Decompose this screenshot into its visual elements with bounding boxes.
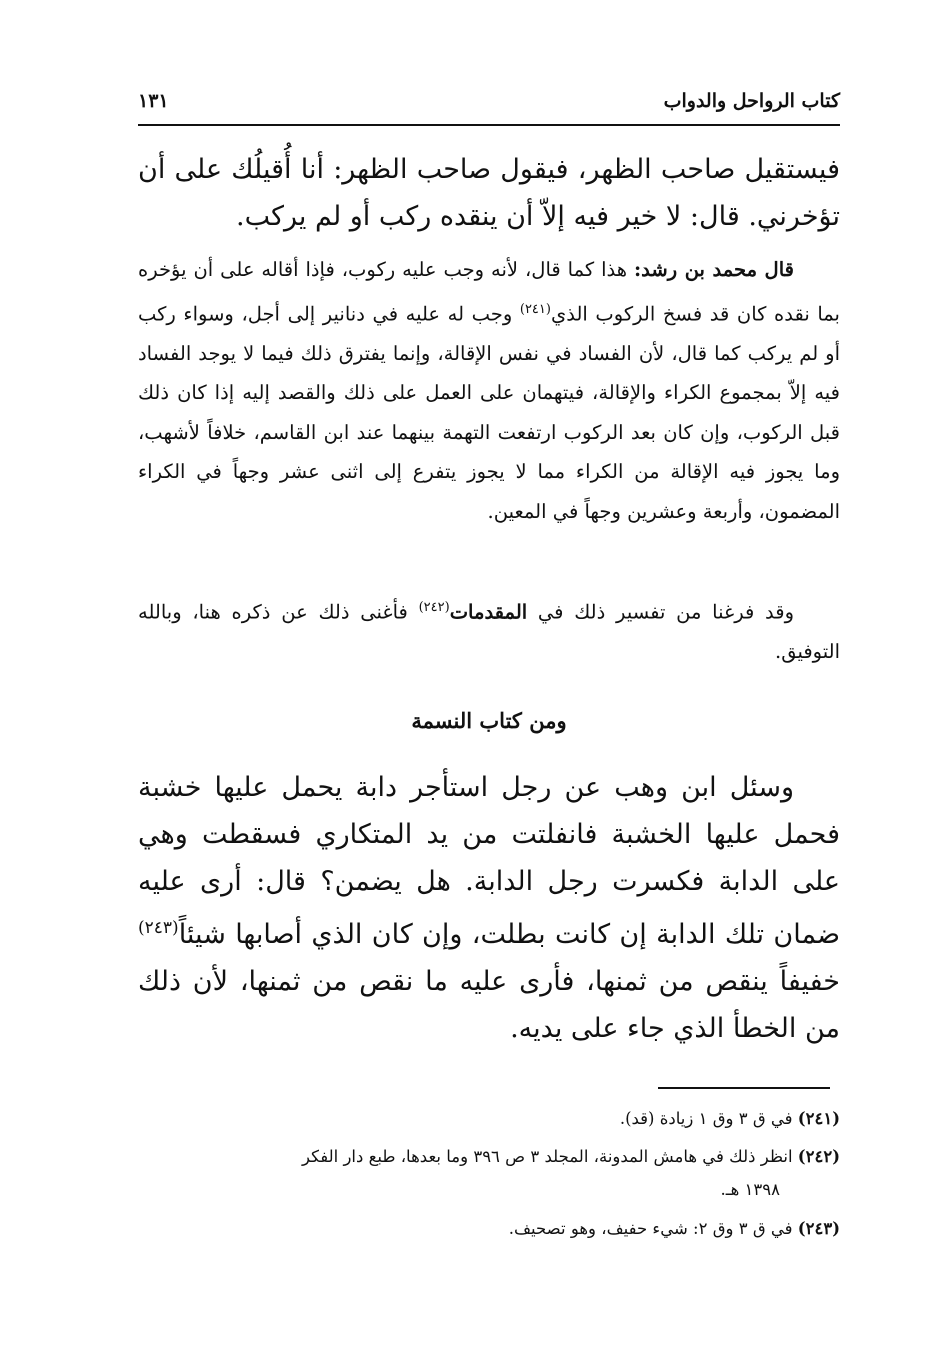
running-header bbox=[138, 88, 840, 126]
page-number: ١٣١ bbox=[138, 90, 169, 112]
footnote-243 bbox=[138, 1212, 840, 1245]
paragraph-2-text-b: وجب له عليه في دنانير إلى أجل، وسواء ركب أو لم يركب كما قال، لأن الفساد في نفس الإقالة، وإنما يفترق ذلك فيما لا يوجد الفساد فيه إلاّ بمجموع الكراء والإقالة، فيتهمان على العمل على ذلك والقصد إليه إذا كان ذلك قبل الركوب، وإن كان بعد الركوب ارتفعت التهمة بينهما عند ابن القاسم، خلافاً لأشهب، وما يجوز فيه الإقالة من الكراء مما لا يجوز يتفرع إلى اثنى عشر وجهاً في الكراء المضمون، وأربعة وعشرين وجهاً في المعين. bbox=[138, 302, 840, 523]
footnote-text: انظر ذلك في هامش المدونة، المجلد ٣ ص ٣٩٦ وما بعدها، طبع دار الفكر bbox=[302, 1147, 798, 1166]
paragraph-4-text-a: وسئل ابن وهب عن رجل استأجر دابة يحمل عليها خشبة فحمل عليها الخشبة فانفلتت من يد المتكاري فسقطت وهي على الدابة فكسرت رجل الدابة. هل يضمن؟ قال: أرى عليه ضمان تلك الدابة إن كانت بطلت، وإن كان الذي أصابها شيئاً bbox=[138, 772, 840, 950]
footnote-242 bbox=[138, 1140, 840, 1206]
section-heading: ومن كتاب النسمة bbox=[411, 708, 567, 733]
footnote-number: (٢٤١) bbox=[797, 1109, 840, 1128]
running-title: كتاب الرواحل والدواب bbox=[663, 90, 840, 112]
footnote-divider bbox=[658, 1087, 830, 1089]
footnote-text: في ق ٣ وق ٢: شيء حفيف، وهو تصحيف. bbox=[508, 1219, 798, 1238]
paragraph-4 bbox=[138, 764, 840, 1052]
paragraph-2-text-a: هذا كما قال، لأنه وجب عليه ركوب، فإذا أقاله على أن يؤخره بما نقده كان قد فسخ الركوب الذي bbox=[138, 258, 840, 325]
footnote-ref-243: (٢٤٣) bbox=[138, 918, 179, 938]
speaker-name: قال محمد بن رشد: bbox=[633, 258, 794, 281]
paragraph-2 bbox=[138, 250, 840, 531]
footnote-number: (٢٤٣) bbox=[797, 1219, 840, 1238]
paragraph-3-text-a: وقد فرغنا من تفسير ذلك في bbox=[527, 600, 794, 624]
book-reference: المقدمات bbox=[449, 600, 528, 624]
footnote-ref-241: (٢٤١) bbox=[519, 301, 551, 317]
paragraph-3-text-b: فأغنى ذلك عن ذكره هنا، وبالله التوفيق. bbox=[138, 600, 840, 663]
paragraph-4-text-b: خفيفاً ينقص من ثمنها، فأرى عليه ما نقص من ثمنها، لأن ذلك من الخطأ الذي جاء على يديه. bbox=[138, 966, 840, 1044]
paragraph-1: فيستقيل صاحب الظهر، فيقول صاحب الظهر: أنا أُقيلُك على أن تؤخرني. قال: لا خير فيه إلاّ أن ينقده ركب أو لم يركب. bbox=[138, 154, 840, 232]
footnote-number: (٢٤٢) bbox=[797, 1147, 840, 1166]
footnote-text: في ق ٣ وق ١ زيادة (قد). bbox=[619, 1109, 798, 1128]
footnote-text-continued: ١٣٩٨ هـ. bbox=[720, 1180, 780, 1199]
paragraph-3 bbox=[138, 588, 840, 672]
footnote-ref-242: (٢٤٢) bbox=[418, 600, 450, 615]
footnote-241 bbox=[138, 1102, 840, 1135]
